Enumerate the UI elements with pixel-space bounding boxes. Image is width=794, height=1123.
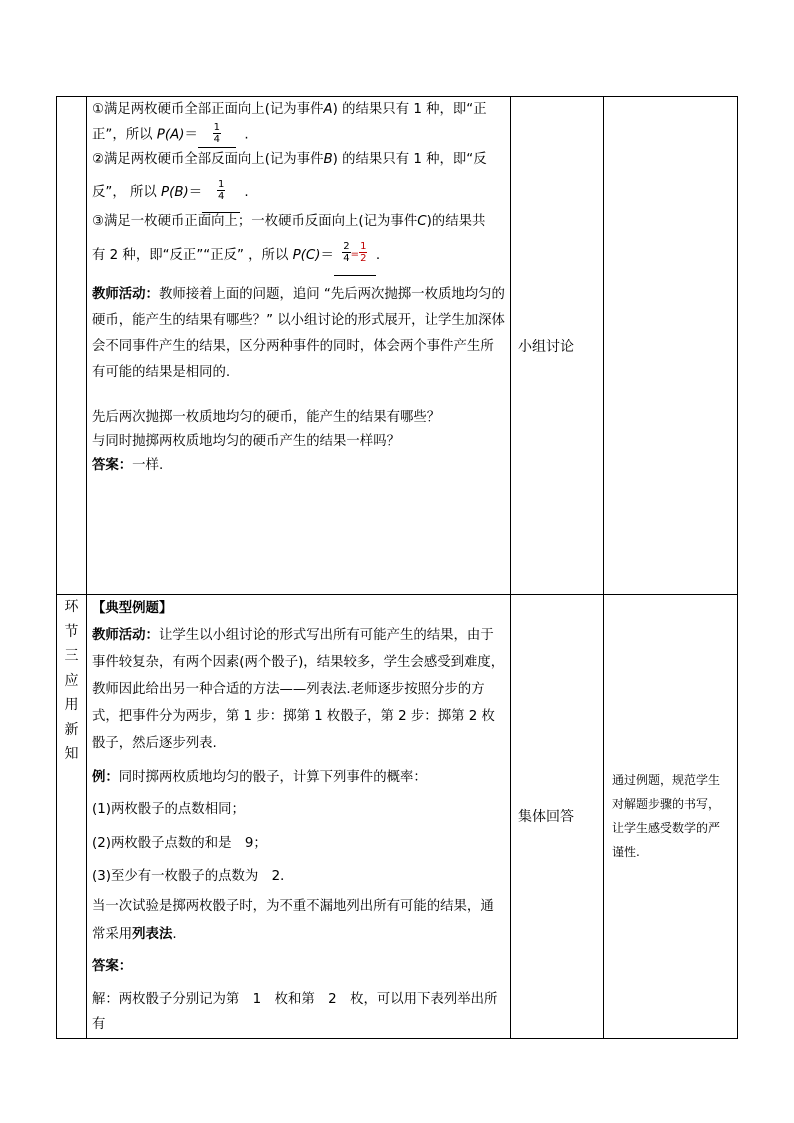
example-item-1: (1)两枚骰子的点数相同； [92,802,245,818]
design-intent: 通过例题，规范学生对解题步骤的书写，让学生感受数学的严谨性. [612,773,721,860]
teacher-activity: 教师活动：让学生以小组讨论的形式写出所有可能产生的结果，由于事件较复杂，有两个因素(两个骰子)，结果较多，学生会感受到难度，教师因此给出另一种合适的方法——列表法.老师逐步按照分步的方式，把事件分为两步，第 1 步：掷第 1 枚骰子，第 2 步：掷第 2 枚骰子，然后逐步列表. [92,627,505,751]
answer-label: 答案： [92,958,133,974]
table-row [57,595,738,1039]
design-intent-cell [604,97,738,595]
answer-blank [202,172,240,213]
fraction: $\frac{1}{4}$ [213,122,221,145]
lesson-plan-table [56,96,738,1039]
method-note: 当一次试验是掷两枚骰子时，为不重不漏地列出所有可能的结果，通常采用列表法. [92,898,494,942]
q1-line2: 正”，所以 P(A)＝ $\frac{1}{4}$ . [92,122,505,148]
q3-line2: 有 2 种，即“反正”“正反” ，所以 P(C)＝ $\frac{2}{4}$ = $\frac{1}{2}$ . [92,234,505,268]
content-cell [87,97,511,595]
q3-line1: ③满足一枚硬币正面向上；一枚硬币反面向上(记为事件C)的结果共 [92,213,486,229]
question-2: 与同时抛掷两枚质地均匀的硬币产生的结果一样吗？ [92,433,400,449]
table-row [57,97,738,595]
student-activity-cell [511,595,604,1039]
design-intent-cell [604,595,738,1039]
stage-label: 环 节 三 应 用 新 知 [64,599,79,762]
student-activity: 集体回答 [518,809,574,826]
q1-line1: ①满足两枚硬币全部正面向上(记为事件A) 的结果只有 1 种，即“正 [92,102,487,117]
student-activity-cell [511,97,604,595]
answer-blank: $\frac{2}{4}$ = $\frac{1}{2}$ [334,234,376,276]
stage-cell [57,595,87,1039]
design-intent [604,97,737,594]
example: 例：同时掷两枚质地均匀的骰子，计算下列事件的概率： [92,769,427,785]
stage-cell [57,97,87,595]
question-1: 先后两次抛掷一枚质地均匀的硬币，能产生的结果有哪些？ [92,409,441,425]
fraction-simplified: $\frac{1}{2}$ [360,241,367,264]
example-item-2: (2)两枚骰子点数的和是 9； [92,835,267,851]
solution: 解：两枚骰子分别记为第 1 枚和第 2 枚，可以用下表列举出所有 [92,991,498,1033]
fraction: $\frac{2}{4}$ [343,241,350,264]
example-item-3: (3)至少有一枚骰子的点数为 2． [92,869,294,885]
fraction: $\frac{1}{4}$ [217,179,225,202]
section-heading: 【典型例题】 [92,601,173,616]
teacher-activity: 教师活动：教师接着上面的问题，追问 “先后两次抛掷一枚质地均匀的硬币，能产生的结果有哪些？” 以小组讨论的形式展开，让学生加深体会不同事件产生的结果，区分两种事件的同时，体会两个事件产生所有可能的结果是相同的. [92,286,505,380]
student-activity: 小组讨论 [518,338,574,355]
content-cell [87,595,511,1039]
q2-line2: 反”， 所以 P(B)＝ $\frac{1}{4}$ . [92,172,505,204]
q2-line1: ②满足两枚硬币全部反面向上(记为事件B) 的结果只有 1 种，即“反 [92,151,487,167]
answer: 答案：一样. [92,457,164,473]
answer-blank [198,122,236,148]
